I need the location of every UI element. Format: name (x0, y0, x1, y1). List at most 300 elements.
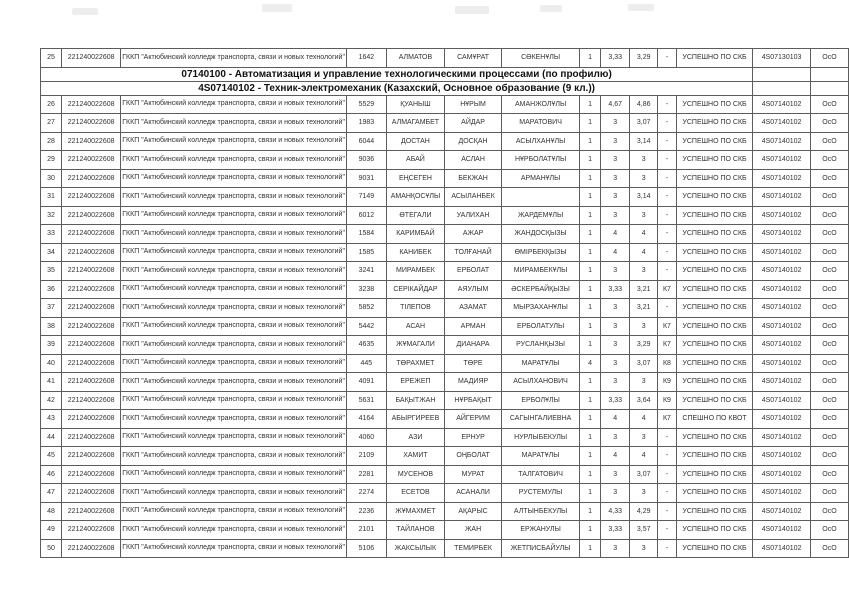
cell-specialty-code: 4S07140102 (753, 465, 811, 484)
cell-registration-id: 221240022608 (62, 188, 121, 207)
table-row (41, 539, 849, 558)
cell-score-1: 3 (601, 262, 630, 281)
cell-last-name: КАРИМБАЙ (386, 225, 444, 244)
cell-first-name: НҰРБАҚЫТ (445, 391, 502, 410)
cell-first-name: ЕРБОЛАТ (445, 262, 502, 281)
cell-last-name: ДОСТАН (386, 132, 444, 151)
cell-institution: ГККП "Актюбинский колледж транспорта, связи и новых технологий" (121, 169, 347, 188)
cell-score-1: 3 (601, 114, 630, 133)
cell-applicant-id: 2109 (346, 447, 386, 466)
cell-row-number: 39 (41, 336, 62, 355)
cell-count: 1 (580, 132, 601, 151)
section-header-row (41, 67, 849, 81)
cell-first-name: ЕРНУР (445, 428, 502, 447)
scan-artifact (455, 6, 489, 14)
scan-artifact (628, 4, 654, 11)
cell-score-1: 3 (601, 428, 630, 447)
cell-status: УСПЕШНО ПО СКБ (676, 465, 752, 484)
cell-last-name: ТӨРАХМЕТ (386, 354, 444, 373)
cell-education-base: ОсО (810, 188, 848, 207)
cell-patronymic: СӨКЕНҰЛЫ (502, 49, 580, 68)
cell-score-1: 4 (601, 447, 630, 466)
cell-registration-id: 221240022608 (62, 521, 121, 540)
cell-score-2: 3,29 (630, 336, 658, 355)
cell-patronymic: ЖАРДЕМҰЛЫ (502, 206, 580, 225)
cell-patronymic: ӨМІРБЕКҚЫЗЫ (502, 243, 580, 262)
cell-specialty-code: 4S07140102 (753, 502, 811, 521)
cell-count: 1 (580, 484, 601, 503)
cell-count: 1 (580, 521, 601, 540)
cell-row-number: 46 (41, 465, 62, 484)
cell-specialty-code: 4S07140102 (753, 169, 811, 188)
cell-last-name: ХАМИТ (386, 447, 444, 466)
section-empty-code-cell (753, 81, 811, 95)
cell-status: УСПЕШНО ПО СКБ (676, 539, 752, 558)
cell-score-2: 3 (630, 373, 658, 392)
cell-patronymic: МЫРЗАХАНҰЛЫ (502, 299, 580, 318)
cell-institution: ГККП "Актюбинский колледж транспорта, связи и новых технологий" (121, 539, 347, 558)
cell-education-base: ОсО (810, 428, 848, 447)
cell-applicant-id: 3241 (346, 262, 386, 281)
cell-score-2: 3 (630, 262, 658, 281)
cell-row-number: 45 (41, 447, 62, 466)
cell-quota: - (658, 521, 677, 540)
cell-specialty-code: 4S07140102 (753, 539, 811, 558)
cell-score-2: 3,29 (630, 49, 658, 68)
cell-score-1: 3 (601, 132, 630, 151)
cell-registration-id: 221240022608 (62, 225, 121, 244)
cell-status: УСПЕШНО ПО СКБ (676, 484, 752, 503)
cell-first-name: НҰРЫМ (445, 95, 502, 114)
cell-last-name: ЖҰМАГАЛИ (386, 336, 444, 355)
cell-education-base: ОсО (810, 280, 848, 299)
cell-quota: - (658, 465, 677, 484)
cell-applicant-id: 1983 (346, 114, 386, 133)
cell-score-1: 3 (601, 206, 630, 225)
cell-specialty-code: 4S07140102 (753, 428, 811, 447)
cell-patronymic: АСЫЛХАНОВИЧ (502, 373, 580, 392)
cell-status: УСПЕШНО ПО СКБ (676, 243, 752, 262)
cell-education-base: ОсО (810, 502, 848, 521)
cell-status: УСПЕШНО ПО СКБ (676, 299, 752, 318)
cell-specialty-code: 4S07140102 (753, 132, 811, 151)
cell-specialty-code: 4S07140102 (753, 391, 811, 410)
cell-row-number: 31 (41, 188, 62, 207)
cell-count: 1 (580, 391, 601, 410)
cell-applicant-id: 1642 (346, 49, 386, 68)
cell-registration-id: 221240022608 (62, 502, 121, 521)
table-row (41, 410, 849, 429)
cell-status: УСПЕШНО ПО СКБ (676, 428, 752, 447)
section-empty-edu-cell (810, 81, 848, 95)
cell-quota: - (658, 114, 677, 133)
cell-specialty-code: 4S07140102 (753, 373, 811, 392)
cell-applicant-id: 6012 (346, 206, 386, 225)
cell-patronymic: АСЫЛХАНҰЛЫ (502, 132, 580, 151)
cell-quota: - (658, 95, 677, 114)
cell-first-name: ТЕМИРБЕК (445, 539, 502, 558)
cell-count: 1 (580, 502, 601, 521)
cell-education-base: ОсО (810, 484, 848, 503)
cell-count: 1 (580, 188, 601, 207)
cell-specialty-code: 4S07140102 (753, 114, 811, 133)
cell-count: 1 (580, 299, 601, 318)
cell-count: 1 (580, 280, 601, 299)
cell-score-1: 3 (601, 299, 630, 318)
cell-last-name: ЖАКСЫЛЫК (386, 539, 444, 558)
cell-institution: ГККП "Актюбинский колледж транспорта, связи и новых технологий" (121, 225, 347, 244)
cell-row-number: 41 (41, 373, 62, 392)
cell-institution: ГККП "Актюбинский колледж транспорта, связи и новых технологий" (121, 484, 347, 503)
cell-institution: ГККП "Актюбинский колледж транспорта, связи и новых технологий" (121, 336, 347, 355)
cell-patronymic: ЕРБОЛҰЛЫ (502, 391, 580, 410)
cell-institution: ГККП "Актюбинский колледж транспорта, связи и новых технологий" (121, 114, 347, 133)
cell-patronymic (502, 188, 580, 207)
table-row (41, 447, 849, 466)
cell-score-1: 3,33 (601, 280, 630, 299)
cell-last-name: АЗИ (386, 428, 444, 447)
cell-patronymic: АМАНЖОЛҰЛЫ (502, 95, 580, 114)
cell-applicant-id: 4164 (346, 410, 386, 429)
cell-patronymic: ТАЛГАТОВИЧ (502, 465, 580, 484)
cell-institution: ГККП "Актюбинский колледж транспорта, связи и новых технологий" (121, 373, 347, 392)
cell-score-1: 4,67 (601, 95, 630, 114)
cell-score-1: 3 (601, 169, 630, 188)
cell-score-1: 4 (601, 225, 630, 244)
cell-status: СПЕШНО ПО КВОТ (676, 410, 752, 429)
cell-institution: ГККП "Актюбинский колледж транспорта, связи и новых технологий" (121, 188, 347, 207)
cell-score-1: 3 (601, 465, 630, 484)
cell-quota: - (658, 49, 677, 68)
cell-registration-id: 221240022608 (62, 428, 121, 447)
cell-score-2: 3,07 (630, 114, 658, 133)
cell-quota: - (658, 188, 677, 207)
cell-specialty-code: 4S07140102 (753, 447, 811, 466)
cell-quota: - (658, 151, 677, 170)
cell-score-2: 3 (630, 151, 658, 170)
cell-score-1: 4 (601, 243, 630, 262)
cell-education-base: ОсО (810, 521, 848, 540)
cell-score-2: 4 (630, 243, 658, 262)
cell-education-base: ОсО (810, 132, 848, 151)
cell-status: УСПЕШНО ПО СКБ (676, 354, 752, 373)
cell-row-number: 36 (41, 280, 62, 299)
cell-last-name: АЛМАГАМБЕТ (386, 114, 444, 133)
cell-last-name: АБАЙ (386, 151, 444, 170)
cell-patronymic: ЕРБОЛАТУЛЫ (502, 317, 580, 336)
cell-score-2: 3,57 (630, 521, 658, 540)
cell-score-1: 3 (601, 336, 630, 355)
cell-last-name: ЕҢСЕГЕН (386, 169, 444, 188)
cell-specialty-code: 4S07140102 (753, 95, 811, 114)
enrollment-table-body (41, 49, 849, 558)
cell-first-name: УАЛИХАН (445, 206, 502, 225)
cell-registration-id: 221240022608 (62, 49, 121, 68)
cell-last-name: СЕРІКАЙДАР (386, 280, 444, 299)
table-row (41, 502, 849, 521)
cell-status: УСПЕШНО ПО СКБ (676, 49, 752, 68)
cell-specialty-code: 4S07140102 (753, 410, 811, 429)
cell-row-number: 34 (41, 243, 62, 262)
cell-institution: ГККП "Актюбинский колледж транспорта, связи и новых технологий" (121, 206, 347, 225)
cell-institution: ГККП "Актюбинский колледж транспорта, связи и новых технологий" (121, 243, 347, 262)
cell-specialty-code: 4S07140102 (753, 354, 811, 373)
cell-score-1: 3,33 (601, 521, 630, 540)
cell-patronymic: МАРАТҰЛЫ (502, 447, 580, 466)
cell-applicant-id: 5852 (346, 299, 386, 318)
table-row (41, 151, 849, 170)
cell-last-name: ТІЛЕПОВ (386, 299, 444, 318)
cell-education-base: ОсО (810, 151, 848, 170)
cell-last-name: КАНИБЕК (386, 243, 444, 262)
cell-last-name: ӨТЕГАЛИ (386, 206, 444, 225)
table-row (41, 262, 849, 281)
cell-score-1: 3 (601, 373, 630, 392)
cell-first-name: МУРАТ (445, 465, 502, 484)
cell-applicant-id: 7149 (346, 188, 386, 207)
cell-first-name: ТӨРЕ (445, 354, 502, 373)
cell-quota: - (658, 299, 677, 318)
cell-count: 1 (580, 317, 601, 336)
cell-score-1: 3 (601, 317, 630, 336)
cell-count: 1 (580, 206, 601, 225)
cell-first-name: САМҰРАТ (445, 49, 502, 68)
cell-first-name: АСАНАЛИ (445, 484, 502, 503)
cell-count: 1 (580, 95, 601, 114)
cell-institution: ГККП "Актюбинский колледж транспорта, связи и новых технологий" (121, 428, 347, 447)
cell-quota: К9 (658, 373, 677, 392)
table-row (41, 521, 849, 540)
table-row (41, 391, 849, 410)
cell-quota: К7 (658, 410, 677, 429)
cell-score-1: 4 (601, 410, 630, 429)
cell-last-name: АБЫРГИРЕЕВ (386, 410, 444, 429)
cell-education-base: ОсО (810, 169, 848, 188)
cell-institution: ГККП "Актюбинский колледж транспорта, связи и новых технологий" (121, 410, 347, 429)
table-row (41, 243, 849, 262)
cell-patronymic: МИРАМБЕКҰЛЫ (502, 262, 580, 281)
cell-score-1: 4,33 (601, 502, 630, 521)
cell-status: УСПЕШНО ПО СКБ (676, 132, 752, 151)
cell-specialty-code: 4S07140102 (753, 262, 811, 281)
cell-registration-id: 221240022608 (62, 151, 121, 170)
cell-registration-id: 221240022608 (62, 465, 121, 484)
cell-institution: ГККП "Актюбинский колледж транспорта, связи и новых технологий" (121, 299, 347, 318)
cell-applicant-id: 9036 (346, 151, 386, 170)
cell-status: УСПЕШНО ПО СКБ (676, 151, 752, 170)
table-row (41, 95, 849, 114)
cell-last-name: ЕСЕТОВ (386, 484, 444, 503)
cell-count: 4 (580, 354, 601, 373)
cell-applicant-id: 4091 (346, 373, 386, 392)
cell-status: УСПЕШНО ПО СКБ (676, 317, 752, 336)
cell-first-name: АЙДАР (445, 114, 502, 133)
cell-score-2: 4 (630, 447, 658, 466)
cell-score-2: 3 (630, 484, 658, 503)
cell-registration-id: 221240022608 (62, 447, 121, 466)
cell-quota: К7 (658, 280, 677, 299)
cell-status: УСПЕШНО ПО СКБ (676, 169, 752, 188)
cell-specialty-code: 4S07130103 (753, 49, 811, 68)
table-row (41, 225, 849, 244)
table-row (41, 49, 849, 68)
table-row (41, 280, 849, 299)
cell-applicant-id: 5442 (346, 317, 386, 336)
cell-patronymic: ЖАНДОСҚЫЗЫ (502, 225, 580, 244)
cell-row-number: 29 (41, 151, 62, 170)
cell-education-base: ОсО (810, 317, 848, 336)
cell-row-number: 48 (41, 502, 62, 521)
cell-registration-id: 221240022608 (62, 391, 121, 410)
cell-quota: - (658, 225, 677, 244)
cell-row-number: 44 (41, 428, 62, 447)
cell-institution: ГККП "Актюбинский колледж транспорта, связи и новых технологий" (121, 95, 347, 114)
cell-applicant-id: 4060 (346, 428, 386, 447)
cell-applicant-id: 5631 (346, 391, 386, 410)
cell-row-number: 35 (41, 262, 62, 281)
cell-status: УСПЕШНО ПО СКБ (676, 336, 752, 355)
cell-institution: ГККП "Актюбинский колледж транспорта, связи и новых технологий" (121, 354, 347, 373)
cell-patronymic: АРМАНҰЛЫ (502, 169, 580, 188)
section-empty-edu-cell (810, 67, 848, 81)
cell-score-2: 3,07 (630, 465, 658, 484)
cell-first-name: АҚАРЫС (445, 502, 502, 521)
cell-score-1: 3 (601, 188, 630, 207)
cell-quota: - (658, 262, 677, 281)
cell-score-2: 3,14 (630, 132, 658, 151)
cell-last-name: ТАЙЛАНОВ (386, 521, 444, 540)
table-row (41, 169, 849, 188)
cell-institution: ГККП "Актюбинский колледж транспорта, связи и новых технологий" (121, 151, 347, 170)
cell-education-base: ОсО (810, 539, 848, 558)
cell-quota: - (658, 428, 677, 447)
cell-quota: К8 (658, 354, 677, 373)
cell-education-base: ОсО (810, 114, 848, 133)
cell-first-name: МАДИЯР (445, 373, 502, 392)
table-row (41, 206, 849, 225)
cell-status: УСПЕШНО ПО СКБ (676, 262, 752, 281)
cell-score-2: 3,64 (630, 391, 658, 410)
table-row (41, 317, 849, 336)
cell-first-name: АЙГЕРИМ (445, 410, 502, 429)
cell-registration-id: 221240022608 (62, 373, 121, 392)
cell-score-2: 3 (630, 428, 658, 447)
cell-first-name: АСЛАН (445, 151, 502, 170)
cell-score-1: 3 (601, 151, 630, 170)
cell-applicant-id: 2101 (346, 521, 386, 540)
cell-specialty-code: 4S07140102 (753, 188, 811, 207)
cell-quota: - (658, 502, 677, 521)
cell-row-number: 42 (41, 391, 62, 410)
cell-patronymic: НУРЛЫБЕКУЛЫ (502, 428, 580, 447)
cell-status: УСПЕШНО ПО СКБ (676, 206, 752, 225)
cell-registration-id: 221240022608 (62, 114, 121, 133)
cell-education-base: ОсО (810, 49, 848, 68)
cell-row-number: 40 (41, 354, 62, 373)
cell-applicant-id: 445 (346, 354, 386, 373)
cell-score-2: 3 (630, 206, 658, 225)
section-empty-code-cell (753, 67, 811, 81)
cell-row-number: 26 (41, 95, 62, 114)
cell-patronymic: МАРАТОВИЧ (502, 114, 580, 133)
cell-row-number: 25 (41, 49, 62, 68)
cell-score-2: 3 (630, 317, 658, 336)
cell-applicant-id: 2281 (346, 465, 386, 484)
cell-count: 1 (580, 225, 601, 244)
cell-specialty-code: 4S07140102 (753, 521, 811, 540)
cell-score-2: 4,29 (630, 502, 658, 521)
cell-score-1: 3 (601, 484, 630, 503)
cell-quota: - (658, 447, 677, 466)
cell-institution: ГККП "Актюбинский колледж транспорта, связи и новых технологий" (121, 502, 347, 521)
table-row (41, 188, 849, 207)
cell-first-name: АЖАР (445, 225, 502, 244)
cell-registration-id: 221240022608 (62, 262, 121, 281)
cell-count: 1 (580, 169, 601, 188)
cell-institution: ГККП "Актюбинский колледж транспорта, связи и новых технологий" (121, 280, 347, 299)
cell-registration-id: 221240022608 (62, 169, 121, 188)
section-header-text: 4S07140102 - Техник-электромеханик (Казахский, Основное образование (9 кл.)) (41, 81, 753, 95)
cell-status: УСПЕШНО ПО СКБ (676, 280, 752, 299)
cell-patronymic: НҰРБОЛАТҰЛЫ (502, 151, 580, 170)
cell-count: 1 (580, 114, 601, 133)
cell-count: 1 (580, 373, 601, 392)
cell-registration-id: 221240022608 (62, 243, 121, 262)
cell-quota: - (658, 539, 677, 558)
cell-count: 1 (580, 539, 601, 558)
cell-patronymic: ӘСКЕРБАЙҚЫЗЫ (502, 280, 580, 299)
cell-quota: К7 (658, 317, 677, 336)
cell-status: УСПЕШНО ПО СКБ (676, 225, 752, 244)
cell-row-number: 47 (41, 484, 62, 503)
cell-score-1: 3 (601, 539, 630, 558)
cell-status: УСПЕШНО ПО СКБ (676, 391, 752, 410)
cell-education-base: ОсО (810, 299, 848, 318)
cell-patronymic: ЕРЖАНУЛЫ (502, 521, 580, 540)
cell-registration-id: 221240022608 (62, 410, 121, 429)
cell-count: 1 (580, 243, 601, 262)
cell-institution: ГККП "Актюбинский колледж транспорта, связи и новых технологий" (121, 262, 347, 281)
cell-applicant-id: 6044 (346, 132, 386, 151)
section-header-row (41, 81, 849, 95)
cell-registration-id: 221240022608 (62, 539, 121, 558)
cell-applicant-id: 4635 (346, 336, 386, 355)
cell-score-2: 3 (630, 539, 658, 558)
cell-registration-id: 221240022608 (62, 95, 121, 114)
cell-institution: ГККП "Актюбинский колледж транспорта, связи и новых технологий" (121, 465, 347, 484)
cell-last-name: ЕРЕЖЕП (386, 373, 444, 392)
cell-row-number: 50 (41, 539, 62, 558)
table-row (41, 299, 849, 318)
cell-specialty-code: 4S07140102 (753, 225, 811, 244)
cell-education-base: ОсО (810, 465, 848, 484)
cell-first-name: ТОЛҒАНАЙ (445, 243, 502, 262)
cell-education-base: ОсО (810, 243, 848, 262)
cell-specialty-code: 4S07140102 (753, 243, 811, 262)
cell-count: 1 (580, 428, 601, 447)
cell-last-name: МИРАМБЕК (386, 262, 444, 281)
cell-row-number: 30 (41, 169, 62, 188)
cell-specialty-code: 4S07140102 (753, 151, 811, 170)
cell-score-2: 3,21 (630, 280, 658, 299)
cell-score-2: 4,86 (630, 95, 658, 114)
cell-score-2: 3,07 (630, 354, 658, 373)
cell-institution: ГККП "Актюбинский колледж транспорта, связи и новых технологий" (121, 391, 347, 410)
cell-applicant-id: 3238 (346, 280, 386, 299)
cell-score-2: 4 (630, 225, 658, 244)
cell-education-base: ОсО (810, 373, 848, 392)
table-row (41, 484, 849, 503)
